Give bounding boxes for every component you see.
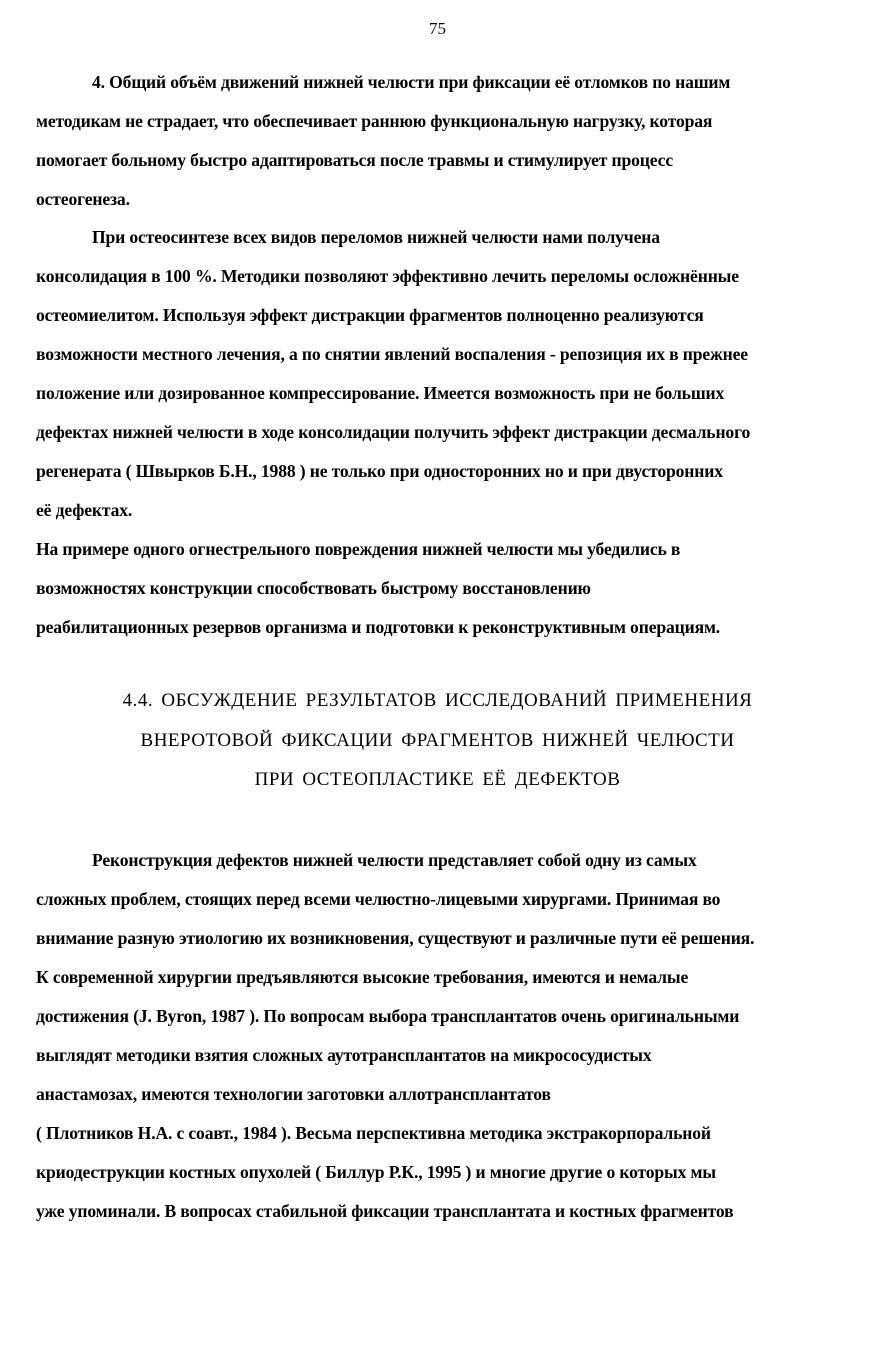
text-line: регенерата ( Швырков Б.Н., 1988 ) не только при односторонних но и при двусторонних <box>36 461 723 481</box>
text-line: возможностях конструкции способствовать быстрому восстановлению <box>36 578 591 598</box>
text-line: остеомиелитом. Используя эффект дистракции фрагментов полноценно реализуются <box>36 305 704 325</box>
text-line: консолидация в 100 %. Методики позволяют эффективно лечить переломы осложнённые <box>36 266 739 286</box>
text-line: К современной хирургии предъявляются высокие требования, имеются и немалые <box>36 967 689 987</box>
text-line: уже упоминали. В вопросах стабильной фиксации трансплантата и костных фрагментов <box>36 1201 734 1221</box>
text-line: криодеструкции костных опухолей ( Биллур Р.К., 1995 ) и многие другие о которых мы <box>36 1162 716 1182</box>
text-line: При остеосинтезе всех видов переломов нижней челюсти нами получена <box>92 227 660 247</box>
text-line: методикам не страдает, что обеспечивает раннюю функциональную нагрузку, которая <box>36 111 713 131</box>
page-number: 75 <box>429 19 446 38</box>
text-line: сложных проблем, стоящих перед всеми челюстно-лицевыми хирургами. Принимая во <box>36 889 721 909</box>
text-line: достижения (J. Byron, 1987 ). По вопросам выбора трансплантатов очень оригинальными <box>36 1006 740 1026</box>
text-line: внимание разную этиологию их возникновения, существуют и различные пути её решения. <box>36 928 755 948</box>
section-heading-line: ВНЕРОТОВОЙ ФИКСАЦИИ ФРАГМЕНТОВ НИЖНЕЙ ЧЕЛЮСТИ <box>140 730 735 751</box>
text-line: анастамозах, имеются технологии заготовки аллотрансплантатов <box>36 1084 551 1104</box>
text-line: остеогенеза. <box>36 189 130 209</box>
text-line: возможности местного лечения, а по снятии явлений воспаления - репозиция их в прежнее <box>36 344 748 364</box>
text-line: ( Плотников Н.А. с соавт., 1984 ). Весьма перспективна методика экстракорпоральной <box>36 1123 711 1143</box>
section-heading-line: ПРИ ОСТЕОПЛАСТИКЕ ЕЁ ДЕФЕКТОВ <box>254 769 621 790</box>
text-line: Реконструкция дефектов нижней челюсти представляет собой одну из самых <box>92 850 697 870</box>
text-line: положение или дозированное компрессирование. Имеется возможность при не больших <box>36 383 725 403</box>
text-line: помогает больному быстро адаптироваться после травмы и стимулирует процесс <box>36 150 673 170</box>
text-line: На примере одного огнестрельного повреждения нижней челюсти мы убедились в <box>36 539 681 559</box>
text-line: 4. Общий объём движений нижней челюсти при фиксации её отломков по нашим <box>92 72 731 92</box>
text-line: выглядят методики взятия сложных аутотрансплантатов на микрососудистых <box>36 1045 652 1065</box>
text-line: её дефектах. <box>36 500 133 520</box>
section-heading-line: 4.4. ОБСУЖДЕНИЕ РЕЗУЛЬТАТОВ ИССЛЕДОВАНИЙ ПРИМЕНЕНИЯ <box>122 690 753 711</box>
text-line: дефектах нижней челюсти в ходе консолидации получить эффект дистракции десмального <box>36 422 751 442</box>
text-line: реабилитационных резервов организма и подготовки к реконструктивным операциям. <box>36 617 721 637</box>
